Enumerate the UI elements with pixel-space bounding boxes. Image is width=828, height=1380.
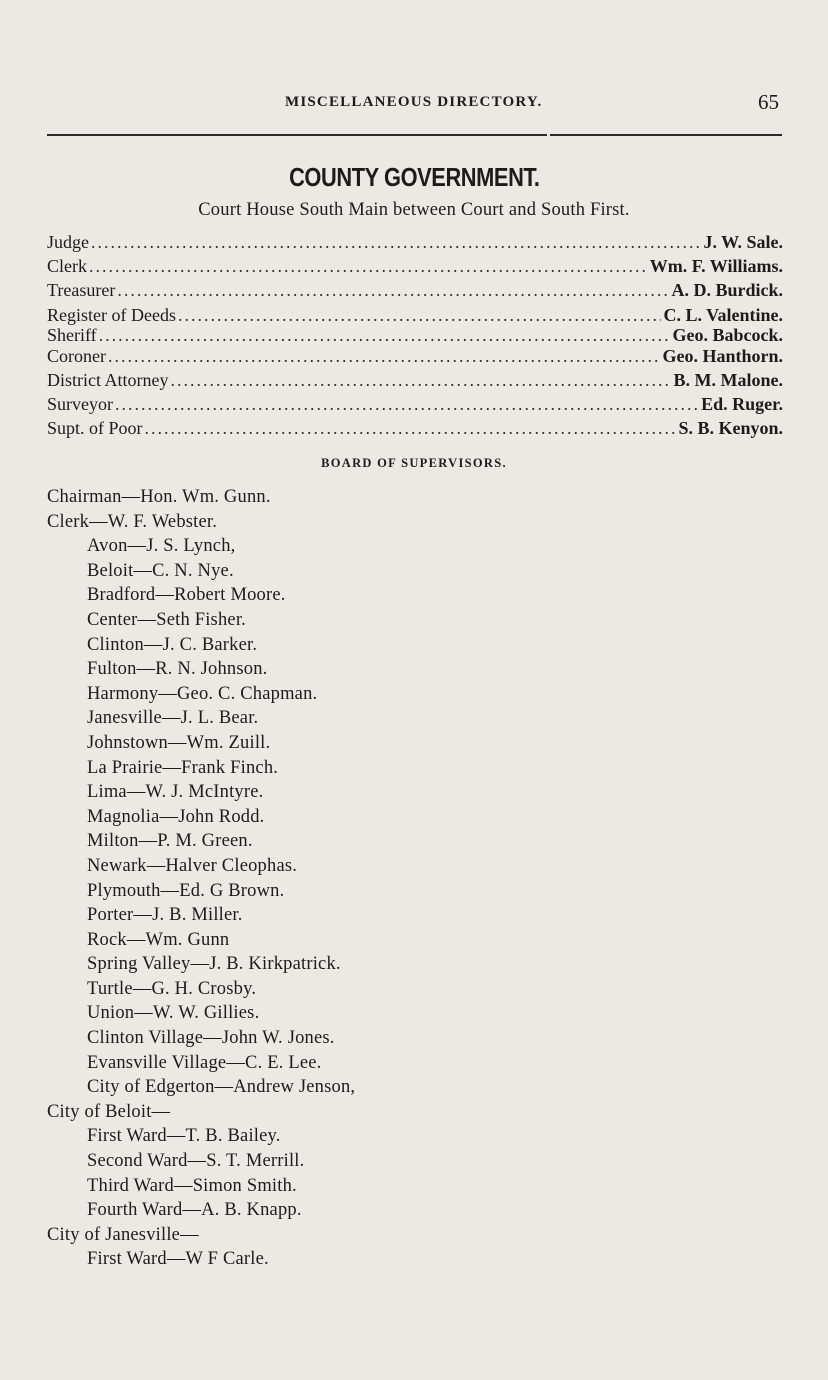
supervisor-entry: Milton—P. M. Green. (87, 831, 253, 852)
supervisor-entry: Union—W. W. Gillies. (87, 1003, 260, 1024)
supervisor-entry: First Ward—T. B. Bailey. (87, 1126, 281, 1147)
official-name: B. M. Malone. (673, 369, 783, 390)
supervisor-entry: Avon—J. S. Lynch, (87, 536, 236, 557)
official-role: Judge (47, 232, 89, 252)
supervisors-list (47, 485, 783, 1272)
official-name: J. W. Sale. (703, 232, 783, 252)
official-role: Surveyor (47, 394, 113, 415)
official-role: Treasurer (47, 280, 116, 301)
supervisor-entry: City of Janesville— (47, 1224, 199, 1245)
supervisor-entry: Clinton Village—John W. Jones. (87, 1028, 335, 1049)
supervisor-entry: Janesville—J. L. Bear. (87, 708, 259, 729)
official-name: Wm. F. Williams. (649, 256, 783, 277)
header-rule (550, 134, 782, 136)
supervisor-entry: Center—Seth Fisher. (87, 609, 246, 630)
court-house-location: Court House South Main between Court and South First. (198, 200, 630, 220)
supervisor-entry: City of Edgerton—Andrew Jenson, (87, 1077, 356, 1098)
official-row (47, 344, 783, 368)
official-name: Geo. Hanthorn. (662, 345, 783, 366)
official-name: Ed. Ruger. (701, 394, 783, 415)
official-name: S. B. Kenyon. (678, 418, 783, 439)
supervisor-entry: Evansville Village—C. E. Lee. (87, 1052, 322, 1073)
official-name: C. L. Valentine. (663, 304, 783, 325)
official-row (47, 303, 783, 327)
supervisor-entry: Newark—Halver Cleophas. (87, 855, 298, 876)
supervisor-entry: La Prairie—Frank Finch. (87, 757, 279, 778)
leader-dots (99, 327, 671, 344)
leader-dots (117, 278, 669, 302)
supervisor-entry: Fulton—R. N. Johnson. (87, 659, 268, 680)
supervisor-entry: Clinton—J. C. Barker. (87, 634, 258, 655)
leader-dots (178, 303, 662, 327)
official-name: Geo. Babcock. (672, 324, 783, 345)
leader-dots (89, 254, 648, 278)
header-rule (47, 134, 547, 136)
supervisor-entry: Second Ward—S. T. Merrill. (87, 1151, 305, 1172)
official-role: Coroner (47, 345, 106, 366)
official-role: Register of Deeds (47, 304, 176, 325)
official-name: A. D. Burdick. (671, 280, 783, 301)
leader-dots (145, 416, 677, 440)
officials-list (47, 230, 783, 441)
official-role: District Attorney (47, 369, 169, 390)
supervisor-entry: Johnstown—Wm. Zuill. (87, 732, 271, 753)
supervisor-entry: City of Beloit— (47, 1101, 171, 1122)
official-row (47, 254, 783, 278)
official-row (47, 416, 783, 440)
supervisor-entry: Spring Valley—J. B. Kirkpatrick. (87, 954, 341, 975)
official-role: Sheriff (47, 324, 97, 345)
section-title: COUNTY GOVERNMENT. (289, 162, 540, 192)
running-title: MISCELLANEOUS DIRECTORY. (285, 94, 543, 110)
supervisor-entry: Turtle—G. H. Crosby. (87, 978, 257, 999)
supervisor-entry: First Ward—W F Carle. (87, 1249, 269, 1270)
official-role: Supt. of Poor (47, 418, 143, 439)
supervisor-entry: Third Ward—Simon Smith. (87, 1175, 297, 1196)
supervisor-entry: Clerk—W. F. Webster. (47, 511, 218, 532)
official-row (47, 230, 783, 254)
supervisor-entry: Magnolia—John Rodd. (87, 806, 265, 827)
supervisor-entry: Lima—W. J. McIntyre. (87, 782, 264, 803)
official-role: Clerk (47, 256, 87, 277)
leader-dots (170, 368, 671, 392)
supervisor-entry: Chairman—Hon. Wm. Gunn. (47, 487, 271, 507)
supervisor-entry: Porter—J. B. Miller. (87, 905, 243, 926)
page-number: 65 (758, 90, 779, 114)
board-title: BOARD OF SUPERVISORS. (321, 456, 507, 470)
supervisor-entry: Rock—Wm. Gunn (87, 929, 230, 950)
supervisor-entry: Beloit—C. N. Nye. (87, 560, 234, 581)
supervisor-entry: Plymouth—Ed. G Brown. (87, 880, 285, 901)
supervisor-entry: Bradford—Robert Moore. (87, 585, 286, 606)
official-row (47, 392, 783, 416)
leader-dots (115, 392, 699, 416)
leader-dots (91, 230, 701, 254)
leader-dots (108, 344, 661, 368)
page-header (0, 92, 828, 120)
supervisor-entry: Harmony—Geo. C. Chapman. (87, 683, 318, 704)
official-row (47, 324, 783, 345)
official-row (47, 368, 783, 392)
supervisor-entry: Fourth Ward—A. B. Knapp. (87, 1200, 302, 1221)
official-row (47, 278, 783, 302)
